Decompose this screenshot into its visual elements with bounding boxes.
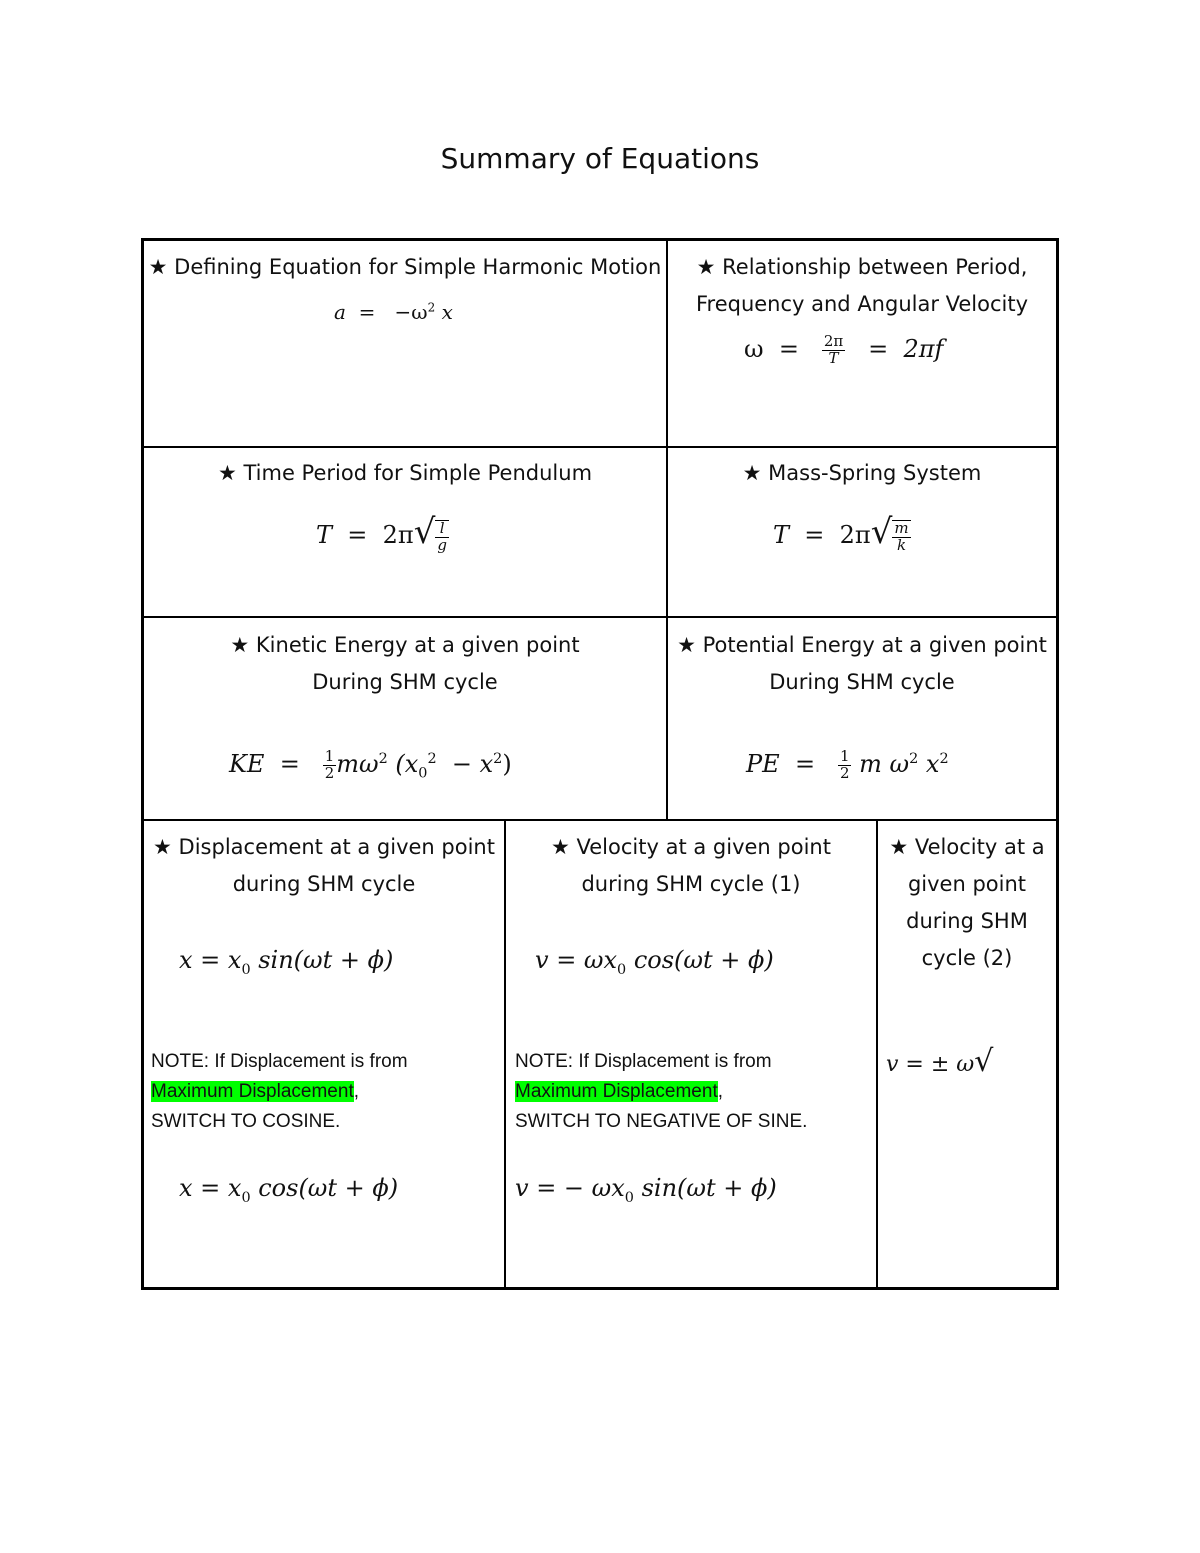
star-icon: ★ bbox=[677, 633, 696, 657]
cell-heading: ★ Kinetic Energy at a given point During SHM cycle bbox=[230, 633, 580, 694]
equation: KE = $\frac{1}{2}$ $m\omega^2$ $(x_0^2 - x^2)$ bbox=[229, 747, 512, 782]
table-border-right bbox=[1056, 238, 1059, 1290]
equation: T = 2π√ $\frac{m}{k}$ bbox=[773, 512, 909, 554]
row-divider-2 bbox=[141, 616, 1059, 618]
table-border-top bbox=[141, 238, 1059, 241]
note: NOTE: If Displacement is from Maximum Displacement, SWITCH TO NEGATIVE OF SINE. bbox=[515, 1051, 808, 1132]
star-icon: ★ bbox=[217, 461, 237, 485]
star-icon: ★ bbox=[696, 255, 716, 279]
highlight: Maximum Displacement bbox=[151, 1081, 354, 1102]
table-border-left bbox=[141, 238, 144, 1290]
cell-heading: ★ Potential Energy at a given point During SHM cycle bbox=[677, 633, 1047, 694]
cell-heading: ★ Time Period for Simple Pendulum bbox=[217, 461, 593, 485]
row-divider-3 bbox=[141, 819, 1059, 821]
cell-heading: ★ Displacement at a given point during SHM cycle bbox=[153, 835, 495, 896]
equation: ω = $\frac{2\pi}{T}$ = 2πf bbox=[744, 332, 944, 367]
equation-cosine: $v = \omega x_0$ cos(ωt + ϕ) bbox=[535, 946, 774, 978]
equation-negative-sine: v = − $\omega x_0$ sin(ωt + ϕ) bbox=[515, 1174, 777, 1206]
star-icon: ★ bbox=[153, 835, 172, 859]
sqrt-symbol: √ bbox=[974, 1044, 994, 1079]
equation: PE = $\frac{1}{2}$ m $\omega^2$ $x^2$ bbox=[746, 747, 949, 782]
page-title: Summary of Equations bbox=[440, 142, 760, 175]
row-divider-1 bbox=[141, 446, 1059, 448]
cell-heading: ★ Defining Equation for Simple Harmonic Motion bbox=[148, 255, 662, 279]
cell-heading: ★ Mass-Spring System bbox=[742, 461, 982, 485]
star-icon: ★ bbox=[148, 255, 168, 279]
table-border-bottom bbox=[141, 1287, 1059, 1290]
equation-truncated: v = ± ω√ bbox=[886, 1044, 994, 1079]
equation-sine: $x = x_0$ sin(ωt + ϕ) bbox=[179, 946, 394, 978]
star-icon: ★ bbox=[742, 461, 762, 485]
cell-heading: ★ Velocity at a given point during SHM cycle (1) bbox=[551, 835, 831, 896]
cell-heading: ★ Relationship between Period, Frequency and Angular Velocity bbox=[695, 255, 1029, 316]
equation: a = $-\omega^2$ x bbox=[334, 300, 453, 324]
equation: T = 2π√ $\frac{l}{g}$ bbox=[316, 512, 447, 554]
cell-heading: ★ Velocity at a given point during SHM cycle (2) bbox=[889, 835, 1045, 970]
star-icon: ★ bbox=[230, 633, 250, 657]
equation-cosine: $x = x_0$ cos(ωt + ϕ) bbox=[179, 1174, 399, 1206]
star-icon: ★ bbox=[889, 835, 909, 859]
col-divider-top bbox=[666, 238, 668, 821]
note: NOTE: If Displacement is from Maximum Displacement, SWITCH TO COSINE. bbox=[151, 1051, 408, 1132]
highlight: Maximum Displacement bbox=[515, 1081, 718, 1102]
star-icon: ★ bbox=[551, 835, 570, 859]
